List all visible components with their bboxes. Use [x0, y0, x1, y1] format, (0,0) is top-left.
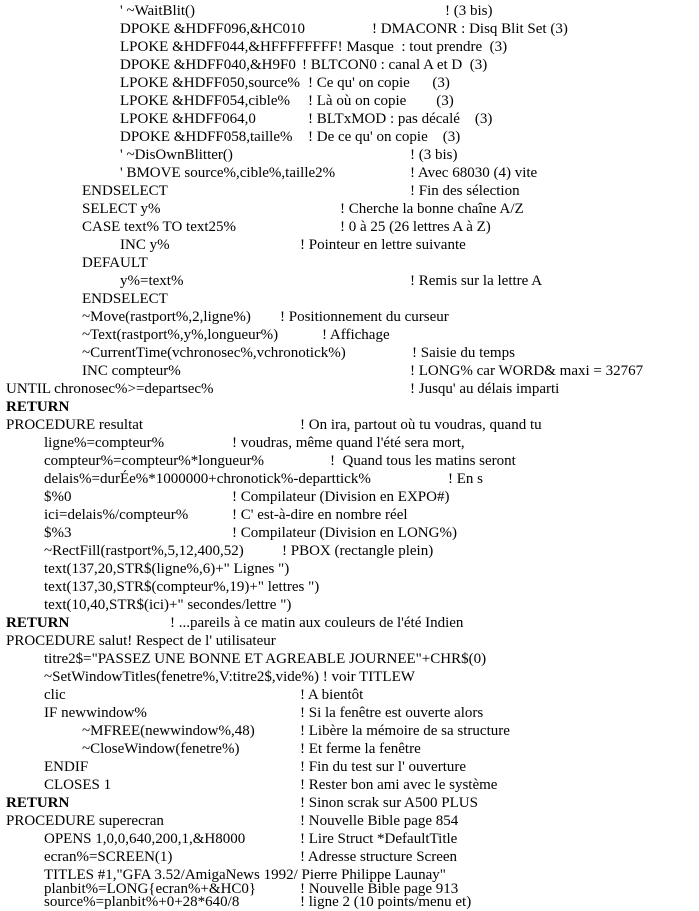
code-comment: ! Lire Struct *DefaultTitle — [300, 831, 458, 847]
code-text: RETURN — [6, 399, 70, 415]
code-text: RETURN — [6, 795, 70, 811]
code-text: $%0 — [44, 489, 72, 505]
code-comment: ! Affichage — [322, 327, 390, 343]
code-text: INC y% — [120, 237, 170, 253]
code-text: delais%=durÉe%*1000000+chronotick%-departtick% — [44, 471, 371, 487]
code-comment: ! ligne 2 (10 points/menu et) — [300, 894, 472, 910]
code-text: ~Move(rastport%,2,ligne%) — [82, 309, 251, 325]
code-text: LPOKE &HDFF064,0 — [120, 111, 256, 127]
code-text: ~CurrentTime(vchronosec%,vchronotick%) — [82, 345, 346, 361]
code-comment: ! BLTxMOD : pas décalé (3) — [308, 111, 493, 127]
code-comment: ! On ira, partout où tu voudras, quand tu — [300, 417, 542, 433]
code-text: ' ~WaitBlit() — [120, 3, 196, 19]
code-text: ici=delais%/compteur% — [44, 507, 189, 523]
code-comment: ! Positionnement du curseur — [280, 309, 449, 325]
code-comment: ! Compilateur (Division en EXPO#) — [232, 489, 450, 505]
code-comment: ! voudras, même quand l'été sera mort, — [232, 435, 465, 451]
code-comment: ! Sinon scrak sur A500 PLUS — [300, 795, 478, 811]
code-comment: ! Si la fenêtre est ouverte alors — [300, 705, 484, 721]
code-text: PROCEDURE resultat — [6, 417, 144, 433]
code-text: text(137,30,STR$(compteur%,19)+" lettres ") — [44, 579, 320, 595]
code-text: LPOKE &HDFF054,cible% — [120, 93, 290, 109]
code-comment: ! Avec 68030 (4) vite — [410, 165, 538, 181]
code-comment: ! Saisie du temps — [412, 345, 515, 361]
code-text: DPOKE &HDFF040,&H9F0 — [120, 57, 296, 73]
code-text: ~CloseWindow(fenetre%) — [82, 741, 240, 757]
code-text: planbit%=LONG{ecran%+&HC0} — [44, 881, 257, 897]
code-comment: ! De ce qu' on copie (3) — [308, 129, 461, 145]
code-text: y%=text% — [120, 273, 184, 289]
code-comment: ! Fin du test sur l' ouverture — [300, 759, 467, 775]
code-text: ~SetWindowTitles(fenetre%,V:titre2$,vide%) ! voir TITLEW — [44, 669, 415, 685]
code-text: TITLES #1,"GFA 3.52/AmigaNews 1992/ Pierre Philippe Launay" — [44, 867, 446, 883]
code-text: IF newwindow% — [44, 705, 147, 721]
code-text: OPENS 1,0,0,640,200,1,&H8000 — [44, 831, 246, 847]
code-text: ~RectFill(rastport%,5,12,400,52) — [44, 543, 244, 559]
code-text: SELECT y% — [82, 201, 161, 217]
code-comment: ! En s — [448, 471, 483, 487]
code-text: ligne%=compteur% — [44, 435, 165, 451]
code-text: DPOKE &HDFF096,&HC010 — [120, 21, 306, 37]
code-comment: ! Fin des sélection — [410, 183, 520, 199]
code-comment: ! Cherche la bonne chaîne A/Z — [340, 201, 524, 217]
code-comment: ! Et ferme la fenêtre — [300, 741, 421, 757]
code-text: ecran%=SCREEN(1) — [44, 849, 173, 865]
code-comment: ! Adresse structure Screen — [300, 849, 458, 865]
code-comment: ! Quand tous les matins seront — [330, 453, 516, 469]
code-text: $%3 — [44, 525, 72, 541]
code-comment: ! Ce qu' on copie (3) — [308, 75, 450, 91]
code-text: ' ~DisOwnBlitter() — [120, 147, 233, 163]
code-text: titre2$="PASSEZ UNE BONNE ET AGREABLE JOURNEE"+CHR$(0) — [44, 651, 487, 667]
code-comment: ! Compilateur (Division en LONG%) — [232, 525, 457, 541]
code-text: DPOKE &HDFF058,taille% — [120, 129, 293, 145]
code-text: ENDSELECT — [82, 291, 168, 307]
code-text: ' BMOVE source%,cible%,taille2% — [120, 165, 336, 181]
code-text: ~MFREE(newwindow%,48) — [82, 723, 255, 739]
code-text: LPOKE &HDFF044,&HFFFFFFFF! Masque : tout prendre (3) — [120, 39, 508, 55]
code-comment: ! Libère la mémoire de sa structure — [300, 723, 510, 739]
code-text: ENDSELECT — [82, 183, 168, 199]
code-comment: ! Remis sur la lettre A — [410, 273, 543, 289]
code-comment: ! Là où on copie (3) — [308, 93, 454, 109]
code-comment: ! BLTCON0 : canal A et D (3) — [302, 57, 488, 73]
code-comment: ! (3 bis) — [445, 3, 493, 19]
code-comment: ! A bientôt — [300, 687, 364, 703]
code-text: PROCEDURE salut! Respect de l' utilisateur — [6, 633, 276, 649]
code-text: DEFAULT — [82, 255, 148, 271]
code-text: ~Text(rastport%,y%,longueur%) — [82, 327, 279, 343]
code-comment: ! PBOX (rectangle plein) — [282, 543, 434, 559]
code-text: LPOKE &HDFF050,source% — [120, 75, 300, 91]
code-text: text(10,40,STR$(ici)+" secondes/lettre ") — [44, 597, 292, 613]
code-text: compteur%=compteur%*longueur% — [44, 453, 265, 469]
code-text: PROCEDURE superecran — [6, 813, 164, 829]
code-text: INC compteur% — [82, 363, 181, 379]
code-comment: ! Pointeur en lettre suivante — [300, 237, 466, 253]
code-text: CASE text% TO text25% — [82, 219, 237, 235]
code-comment: ! 0 à 25 (26 lettres A à Z) — [340, 219, 491, 235]
code-text: clic — [44, 687, 66, 703]
code-comment: ! Nouvelle Bible page 854 — [300, 813, 459, 829]
code-comment: ! DMACONR : Disq Blit Set (3) — [372, 21, 568, 37]
code-comment: ! Nouvelle Bible page 913 — [300, 881, 459, 897]
code-text: text(137,20,STR$(ligne%,6)+" Lignes ") — [44, 561, 290, 577]
code-comment: ! (3 bis) — [410, 147, 458, 163]
code-comment: ! C' est-à-dire en nombre réel — [232, 507, 408, 523]
code-text: CLOSES 1 — [44, 777, 112, 793]
code-text: RETURN — [6, 615, 70, 631]
code-text: ENDIF — [44, 759, 89, 775]
code-comment: ! Jusqu' au délais imparti — [410, 381, 560, 397]
code-text: source%=planbit%+0+28*640/8 — [44, 894, 240, 910]
code-comment: ! LONG% car WORD& maxi = 32767 — [410, 363, 644, 379]
code-comment: ! ...pareils à ce matin aux couleurs de l'été Indien — [170, 615, 464, 631]
code-text: UNTIL chronosec%>=departsec% — [6, 381, 214, 397]
code-comment: ! Rester bon ami avec le système — [300, 777, 498, 793]
